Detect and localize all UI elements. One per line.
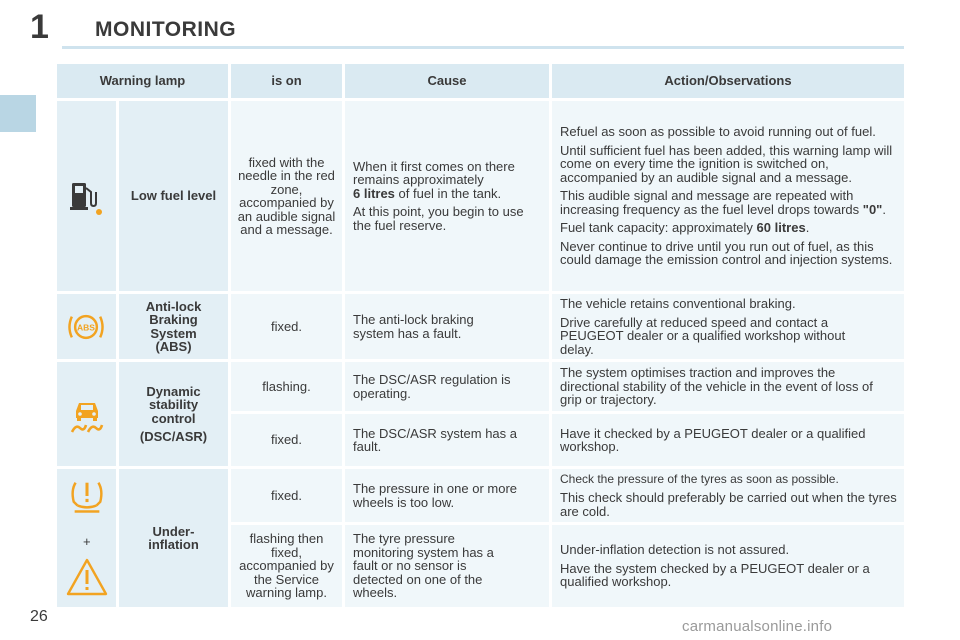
dsc-row1-cause bbox=[345, 362, 549, 411]
low-fuel-cause bbox=[345, 101, 549, 291]
fuel-pump-icon bbox=[66, 177, 106, 217]
dsc-row2-is-on bbox=[231, 414, 342, 466]
abs-action bbox=[552, 294, 904, 359]
low-fuel-action-para-1: Refuel as soon as possible to avoid running out of fuel. bbox=[560, 124, 876, 140]
underinflation-row1-cause bbox=[345, 469, 549, 522]
warning-triangle-icon bbox=[65, 557, 109, 597]
underinflation-row2-cause-text: The tyre pressure monitoring system has a fault or no sensor is detected on one of the wheels. bbox=[353, 531, 494, 601]
dsc-row1-action bbox=[552, 362, 904, 411]
low-fuel-name-text: Low fuel level bbox=[130, 188, 217, 204]
dsc-icon-cell bbox=[57, 362, 116, 466]
abs-is-on bbox=[231, 294, 342, 359]
dsc-row1-cause-text: The DSC/ASR regulation is operating. bbox=[353, 372, 511, 401]
header-cause: Cause bbox=[345, 64, 549, 98]
low-fuel-action bbox=[552, 101, 904, 291]
low-fuel-is-on-text: fixed with the needle in the red zone, accompanied by an audible signal and a message. bbox=[237, 154, 336, 237]
dsc-row2-cause bbox=[345, 414, 549, 466]
abs-cause bbox=[345, 294, 549, 359]
chapter-title: MONITORING bbox=[95, 18, 237, 41]
underinflation-row1-is-on bbox=[231, 469, 342, 522]
low-fuel-is-on bbox=[231, 101, 342, 291]
underinflation-row1-cause-text: The pressure in one or more wheels is too low. bbox=[353, 481, 518, 510]
low-fuel-action-para-5: Never continue to drive until you run out of fuel, as this could damage the emission control and injection systems. bbox=[560, 238, 893, 268]
dsc-row1-action-text: The system optimises traction and improves the directional stability of the vehicle in the event of loss of grip or trajectory. bbox=[560, 365, 873, 408]
underinflation-row1-action bbox=[552, 469, 904, 522]
header-warning-lamp: Warning lamp bbox=[57, 64, 228, 98]
low-fuel-action-para-3: This audible signal and message are repeated with increasing frequency as the fuel level drops towards "0". bbox=[560, 188, 886, 217]
underinflation-name-text: Under-inflation bbox=[148, 523, 199, 552]
page-number: 26 bbox=[30, 608, 48, 625]
abs-action-para-2: Drive carefully at reduced speed and contact a PEUGEOT dealer or a qualified workshop without delay. bbox=[560, 314, 846, 357]
underinflation-row2-action-para-2: Have the system checked by a PEUGEOT dealer or a qualified workshop. bbox=[560, 560, 870, 590]
low-fuel-icon-cell bbox=[57, 101, 116, 291]
underinflation-icon-cell bbox=[57, 469, 116, 607]
abs-name bbox=[119, 294, 228, 359]
underinflation-row1-action-para-1: Check the pressure of the tyres as soon as possible. bbox=[560, 472, 839, 486]
abs-is-on-text: fixed. bbox=[270, 318, 303, 334]
underinflation-row2-cause bbox=[345, 525, 549, 607]
warning-lamp-table bbox=[57, 64, 904, 607]
header-action: Action/Observations bbox=[552, 64, 904, 98]
abs-cause-text: The anti-lock braking system has a fault. bbox=[353, 312, 474, 341]
dsc-name-abbr: (DSC/ASR) bbox=[139, 429, 208, 444]
low-fuel-name bbox=[119, 101, 228, 291]
abs-name-text: Anti-lock Braking System (ABS) bbox=[145, 298, 202, 354]
dsc-row2-cause-text: The DSC/ASR system has a fault. bbox=[353, 425, 517, 454]
underinflation-row1-is-on-text: fixed. bbox=[270, 487, 303, 503]
dsc-row1-is-on bbox=[231, 362, 342, 411]
abs-action-para-1: The vehicle retains conventional braking. bbox=[560, 296, 796, 311]
dsc-row2-is-on-text: fixed. bbox=[270, 432, 303, 448]
underinflation-row2-action-para-1: Under-inflation detection is not assured. bbox=[560, 542, 790, 558]
low-fuel-action-para-2: Until sufficient fuel has been added, this warning lamp will come on every time the ignition is switched on, accompanied by an audible signal and a message. bbox=[560, 142, 893, 185]
tyre-pressure-icon bbox=[68, 477, 106, 515]
side-tab bbox=[0, 95, 36, 132]
dsc-name bbox=[119, 362, 228, 466]
underinflation-name bbox=[119, 469, 228, 607]
low-fuel-action-para-4: Fuel tank capacity: approximately 60 litres. bbox=[560, 220, 810, 236]
svg-text:ABS: ABS bbox=[77, 322, 95, 333]
skidding-car-icon bbox=[67, 394, 107, 434]
abs-icon-cell bbox=[57, 294, 116, 359]
underinflation-row2-is-on bbox=[231, 525, 342, 607]
low-fuel-cause-para-1: When it first comes on there remains approximately 6 litres of fuel in the tank. bbox=[353, 158, 515, 201]
underinflation-row2-is-on-text: flashing then fixed, accompanied by the Service warning lamp. bbox=[239, 531, 334, 601]
watermark: carmanualsonline.info bbox=[682, 618, 833, 635]
low-fuel-cause-para-2: At this point, you begin to use the fuel reserve. bbox=[353, 204, 524, 233]
dsc-row2-action-text: Have it checked by a PEUGEOT dealer or a qualified workshop. bbox=[560, 425, 866, 454]
dsc-row2-action bbox=[552, 414, 904, 466]
underinflation-plus: + bbox=[83, 534, 91, 549]
abs-warning-icon bbox=[65, 310, 107, 344]
title-rule bbox=[62, 46, 904, 49]
underinflation-row2-action bbox=[552, 525, 904, 607]
underinflation-row1-action-para-2: This check should preferably be carried out when the tyres are cold. bbox=[560, 490, 897, 519]
dsc-row1-is-on-text: flashing. bbox=[262, 378, 311, 394]
header-is-on: is on bbox=[231, 64, 342, 98]
chapter-number: 1 bbox=[30, 8, 49, 46]
dsc-name-text: Dynamic stability control bbox=[146, 383, 201, 426]
